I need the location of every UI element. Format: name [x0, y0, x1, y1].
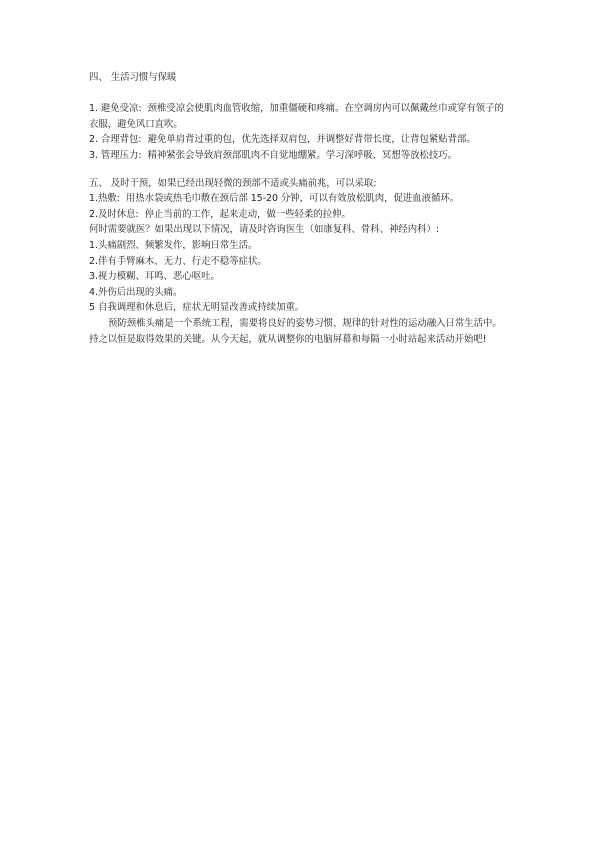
- section-4-item: [89, 101, 509, 132]
- item-label: 1.热敷:: [89, 193, 120, 205]
- section-5-item: [89, 191, 509, 207]
- item-text: 用热水袋或热毛巾敷在颈后部 15-20 分钟，可以有效放松肌肉，促进血液循环。: [125, 193, 460, 205]
- item-text: 避免单肩背过重的包，优先选择双肩包，并调整好背带长度，让背包紧贴背部。: [147, 134, 476, 146]
- section-4-item: [89, 132, 509, 148]
- item-text: 精神紧张会导致肩颈部肌肉不自觉地绷紧。学习深呼吸、冥想等放松技巧。: [147, 149, 457, 161]
- doctor-list-item: 5 自我调理和休息后，症状无明显改善或持续加重。: [89, 302, 305, 314]
- item-label: 2.及时休息:: [89, 208, 139, 220]
- doctor-question: 何时需要就医？如果出现以下情况，请及时咨询医生（如康复科、骨科、神经内科）:: [89, 224, 440, 236]
- item-text: 颈椎受凉会使肌肉血管收缩，加重僵硬和疼痛。在空调房内可以佩戴丝巾或穿有领子的衣服，避免风口直吹。: [89, 103, 504, 130]
- item-label: 2. 合理背包:: [89, 134, 142, 146]
- spacer: [89, 86, 509, 102]
- section-4-item: [89, 148, 509, 164]
- doctor-list-item: 1.头痛剧烈、频繁发作，影响日常生活。: [89, 239, 258, 251]
- document-body: [89, 70, 509, 347]
- section-5-item: [89, 207, 509, 223]
- item-text: 停止当前的工作，起来走动，做一些轻柔的拉伸。: [144, 208, 351, 220]
- summary-paragraph: 预防颈椎头痛是一个系统工程，需要将良好的姿势习惯、规律的针对性的运动融入日常生活中。持之以恒是取得效果的关键。从今天起，就从调整你的电脑屏幕和每隔一小时站起来活动开始吧!: [89, 317, 502, 345]
- doctor-list-item: 3.视力模糊、耳鸣、恶心呕吐。: [89, 271, 220, 283]
- item-label: 3. 管理压力:: [89, 149, 142, 161]
- spacer: [89, 164, 509, 176]
- section-4-heading: 四、 生活习惯与保暖: [89, 72, 177, 83]
- doctor-list-item: 4.外伤后出现的头痛。: [89, 286, 183, 298]
- doctor-list-item: 2.伴有手臂麻木、无力、行走不稳等症状。: [89, 255, 267, 267]
- item-label: 1. 避免受凉:: [89, 103, 142, 115]
- section-5-heading: 五、 及时干预，如果已经出现轻微的颈部不适或头痛前兆，可以采取:: [89, 177, 377, 189]
